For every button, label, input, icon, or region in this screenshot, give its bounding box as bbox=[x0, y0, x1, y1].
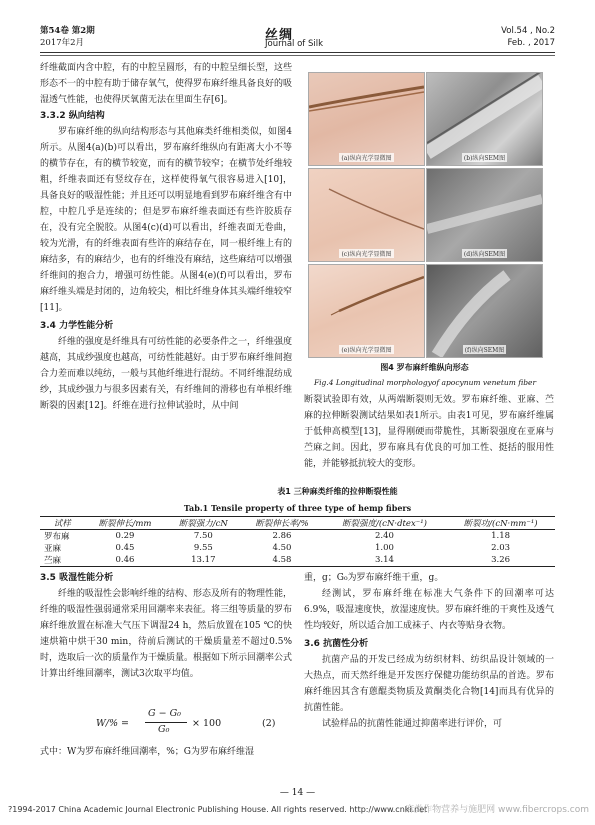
header-rule-thin bbox=[40, 55, 555, 56]
caption-c: (c)纵向光学显微图 bbox=[341, 251, 392, 258]
table-header: 断裂强力/cN bbox=[165, 517, 241, 530]
table-cell: 0.45 bbox=[115, 543, 135, 553]
caption-f: (f)纵向SEM图 bbox=[464, 347, 505, 354]
paragraph-formula-symbols: 式中：W为罗布麻纤维回潮率，%；G为罗布麻纤维湿 bbox=[40, 747, 254, 757]
fiber-image-b bbox=[427, 73, 542, 165]
header-vol-issue-cn: 第54卷 第2期 bbox=[40, 26, 95, 36]
table-row bbox=[40, 542, 555, 554]
caption-d: (d)纵向SEM图 bbox=[463, 251, 506, 258]
table-cell: 2.40 bbox=[375, 531, 394, 541]
left-column-upper bbox=[40, 60, 292, 478]
figure-panel-d bbox=[426, 168, 543, 262]
formula-lhs: W/% = bbox=[96, 718, 129, 729]
figure-title-en: Fig.4 Longitudinal morphologyof apocynum venetum fiber bbox=[313, 378, 537, 387]
table-cell: 0.46 bbox=[84, 554, 165, 567]
journal-logo: 丝绸 bbox=[265, 28, 294, 43]
table-cell: 1.00 bbox=[375, 543, 394, 553]
page-number: — 14 — bbox=[279, 788, 316, 798]
table-cell: 4.58 bbox=[241, 554, 323, 567]
table-cell: 2.86 bbox=[272, 531, 292, 541]
formula-fraction-bar bbox=[145, 722, 187, 723]
paragraph-cross-section: 纤维截面内含中腔，有的中腔呈圆形，有的中腔呈细长型，这些形态不一的中腔有助于储存氧气，使得罗布麻纤维具备良好的吸湿透气性能，也使得厌氧菌无法在里面生存[6]。 bbox=[40, 63, 292, 105]
section-heading-3-4: 3.4 力学性能分析 bbox=[40, 321, 114, 331]
table-header: 断裂伸长率/% bbox=[241, 517, 323, 530]
figure-panel-a bbox=[308, 72, 425, 166]
section-heading-3-6: 3.6 抗菌性分析 bbox=[304, 639, 369, 649]
left-column-lower bbox=[40, 570, 292, 682]
formula-denominator: G₀ bbox=[158, 724, 170, 735]
fiber-image-d bbox=[427, 169, 542, 261]
formula-number: (2) bbox=[262, 718, 276, 729]
caption-a: (a)纵向光学显微图 bbox=[341, 155, 392, 162]
paragraph-tensile-results: 断裂试验即有效，从两端断裂则无效。罗布麻纤维、亚麻、苎麻的拉伸断裂测试结果如表1所示。由表1可见，罗布麻纤维属于低伸高模型[13]，显得刚硬而带脆性，其断裂强度在亚麻与苎麻之间。因此，罗布麻具有优良的可加工性、挺括的服用性能，并能够抵抗较大的变形。 bbox=[304, 395, 554, 469]
section-heading-3-5: 3.5 吸湿性能分析 bbox=[40, 573, 114, 583]
paragraph-antibacterial: 抗菌产品的开发已经成为纺织材料、纺织品设计领域的一大热点，而天然纤维是开发医疗保健功能纺织品的首选。罗布麻纤维因其含有蒽醌类物质及黄酮类化合物[14]而具有优异的抗菌性能。 bbox=[304, 655, 554, 713]
paragraph-moisture: 纤维的吸湿性会影响纤维的结构、形态及所有的物理性能，纤维的吸湿性强弱通常采用回潮率来表征。将三组等质量的罗布麻纤维放置在标准大气压下调湿24 h，然后放置在105 ℃的快速烘箱中烘干30 min，待前后测试的干燥质量差不超过0.5%时，选取后一次的质量作为干燥质量。根据如下所示回潮率公式计算出纤维回潮率，测试3次取平均值。 bbox=[40, 589, 293, 679]
figure-panel-b bbox=[426, 72, 543, 166]
paragraph-formula-symbols-cont: 重，g；G₀为罗布麻纤维干重，g。 bbox=[304, 573, 444, 583]
header-date-en: Feb. , 2017 bbox=[507, 38, 555, 48]
table-title-cn: 表1 三种麻类纤维的拉伸断裂性能 bbox=[277, 487, 398, 496]
formula-numerator: G − G₀ bbox=[148, 708, 181, 719]
table-cell: 苎麻 bbox=[40, 554, 84, 567]
journal-name-en: Journal of Silk bbox=[265, 39, 324, 49]
figure-title-cn: 图4 罗布麻纤维纵向形态 bbox=[380, 363, 469, 372]
right-column-upper bbox=[304, 392, 554, 472]
table-header: 断裂强度/(cN·dtex⁻¹) bbox=[323, 517, 446, 530]
header-vol-issue-en: Vol.54 , No.2 bbox=[501, 26, 555, 36]
watermark-text: 麻类作物营养与施肥网 www.fibercrops.com bbox=[405, 805, 589, 815]
table-cell: 3.26 bbox=[446, 554, 555, 567]
table-cell: 9.55 bbox=[193, 543, 213, 553]
header-rule bbox=[40, 52, 555, 53]
table-cell: 3.14 bbox=[323, 554, 446, 567]
copyright-line: ?1994-2017 China Academic Journal Electronic Publishing House. All rights reserved. http://www.cnki.net bbox=[8, 805, 428, 814]
table-cell: 7.50 bbox=[193, 531, 213, 541]
paragraph-antibacterial-test: 试验样品的抗菌性能通过抑菌率进行评价，可 bbox=[322, 719, 503, 729]
section-heading-3-3-2: 3.3.2 纵向结构 bbox=[40, 111, 105, 121]
figure-panel-f bbox=[426, 264, 543, 358]
table-cell: 0.29 bbox=[115, 531, 135, 541]
fiber-image-a bbox=[309, 73, 424, 165]
table-header: 试样 bbox=[40, 517, 84, 530]
table-cell: 1.18 bbox=[491, 531, 511, 541]
table-cell: 罗布麻 bbox=[44, 532, 70, 542]
formula-tail: × 100 bbox=[192, 718, 222, 729]
table-title-en: Tab.1 Tensile property of three type of hemp fibers bbox=[183, 503, 412, 513]
paragraph-longitudinal: 罗布麻纤维的纵向结构形态与其他麻类纤维相类似，如图4所示。从图4(a)(b)可以看出，罗布麻纤维纵向有距离大小不等的横节存在，有的横节较宽，而有的横节较窄；在横节处纤维较粗，纤维表面还有竖纹存在，这样使得氧气很容易进入[10]，具备良好的吸湿性能；并且还可以明显地看到罗布麻纤维含有中腔，中腔几乎是连续的；但是罗布麻纤维表面还有些许胶质存在，没有完全脱胶。从图4(c)(d)可以看出，纤维表面无卷曲，较为光滑，有的纤维表面有些许的麻结存在，同一根纤维上有的麻结多，有的麻结少，也有的纤维没有麻结，这些麻结可以增强纤维间的抱合力，增强可纺性能。从图4(e)(f)可以看出，罗布麻纤维头端是封闭的，边角较尖，相比纤维身体其头端纤维较窄[11]。 bbox=[40, 127, 292, 313]
left-column-tail bbox=[40, 744, 292, 760]
table-cell: 亚麻 bbox=[44, 544, 62, 554]
table-header: 断裂功/(cN·mm⁻¹) bbox=[446, 517, 555, 530]
fiber-image-e bbox=[309, 265, 424, 357]
fiber-image-c bbox=[309, 169, 424, 261]
caption-e: (e)纵向光学显微图 bbox=[341, 347, 392, 354]
paragraph-mechanical: 纤维的强度是纤维具有可纺性能的必要条件之一，纤维强度越高，其成纱强度也越高，可纺性能越好。由于罗布麻纤维间抱合力差而难以纯纺，一般与其他纤维进行混纺。不同纤维混纺成纱，其成纱强力与很多因素有关，有纤维间的滑移也有单根纤维断裂的因素[12]。纤维在进行拉伸试验时，从中间 bbox=[40, 337, 292, 411]
figure-panel-c bbox=[308, 168, 425, 262]
table-header: 断裂伸长/mm bbox=[84, 517, 165, 530]
right-column-lower bbox=[304, 570, 554, 732]
table-cell: 13.17 bbox=[165, 554, 241, 567]
figure-panel-e bbox=[308, 264, 425, 358]
table-row bbox=[40, 554, 555, 567]
tensile-table bbox=[40, 516, 555, 567]
header-date-cn: 2017年2月 bbox=[40, 38, 85, 48]
fiber-image-f bbox=[427, 265, 542, 357]
table-cell: 2.03 bbox=[491, 543, 511, 553]
table-header-row bbox=[40, 517, 555, 530]
table-cell: 4.50 bbox=[272, 543, 292, 553]
caption-b: (b)纵向SEM图 bbox=[463, 155, 506, 162]
paragraph-moisture-result: 经测试，罗布麻纤维在标准大气条件下的回潮率可达6.9%，吸湿速度快，放湿速度快。罗布麻纤维的干爽性及透气性均较好，所以适合加工成袜子、内衣等贴身衣物。 bbox=[304, 589, 554, 631]
table-row bbox=[40, 530, 555, 543]
